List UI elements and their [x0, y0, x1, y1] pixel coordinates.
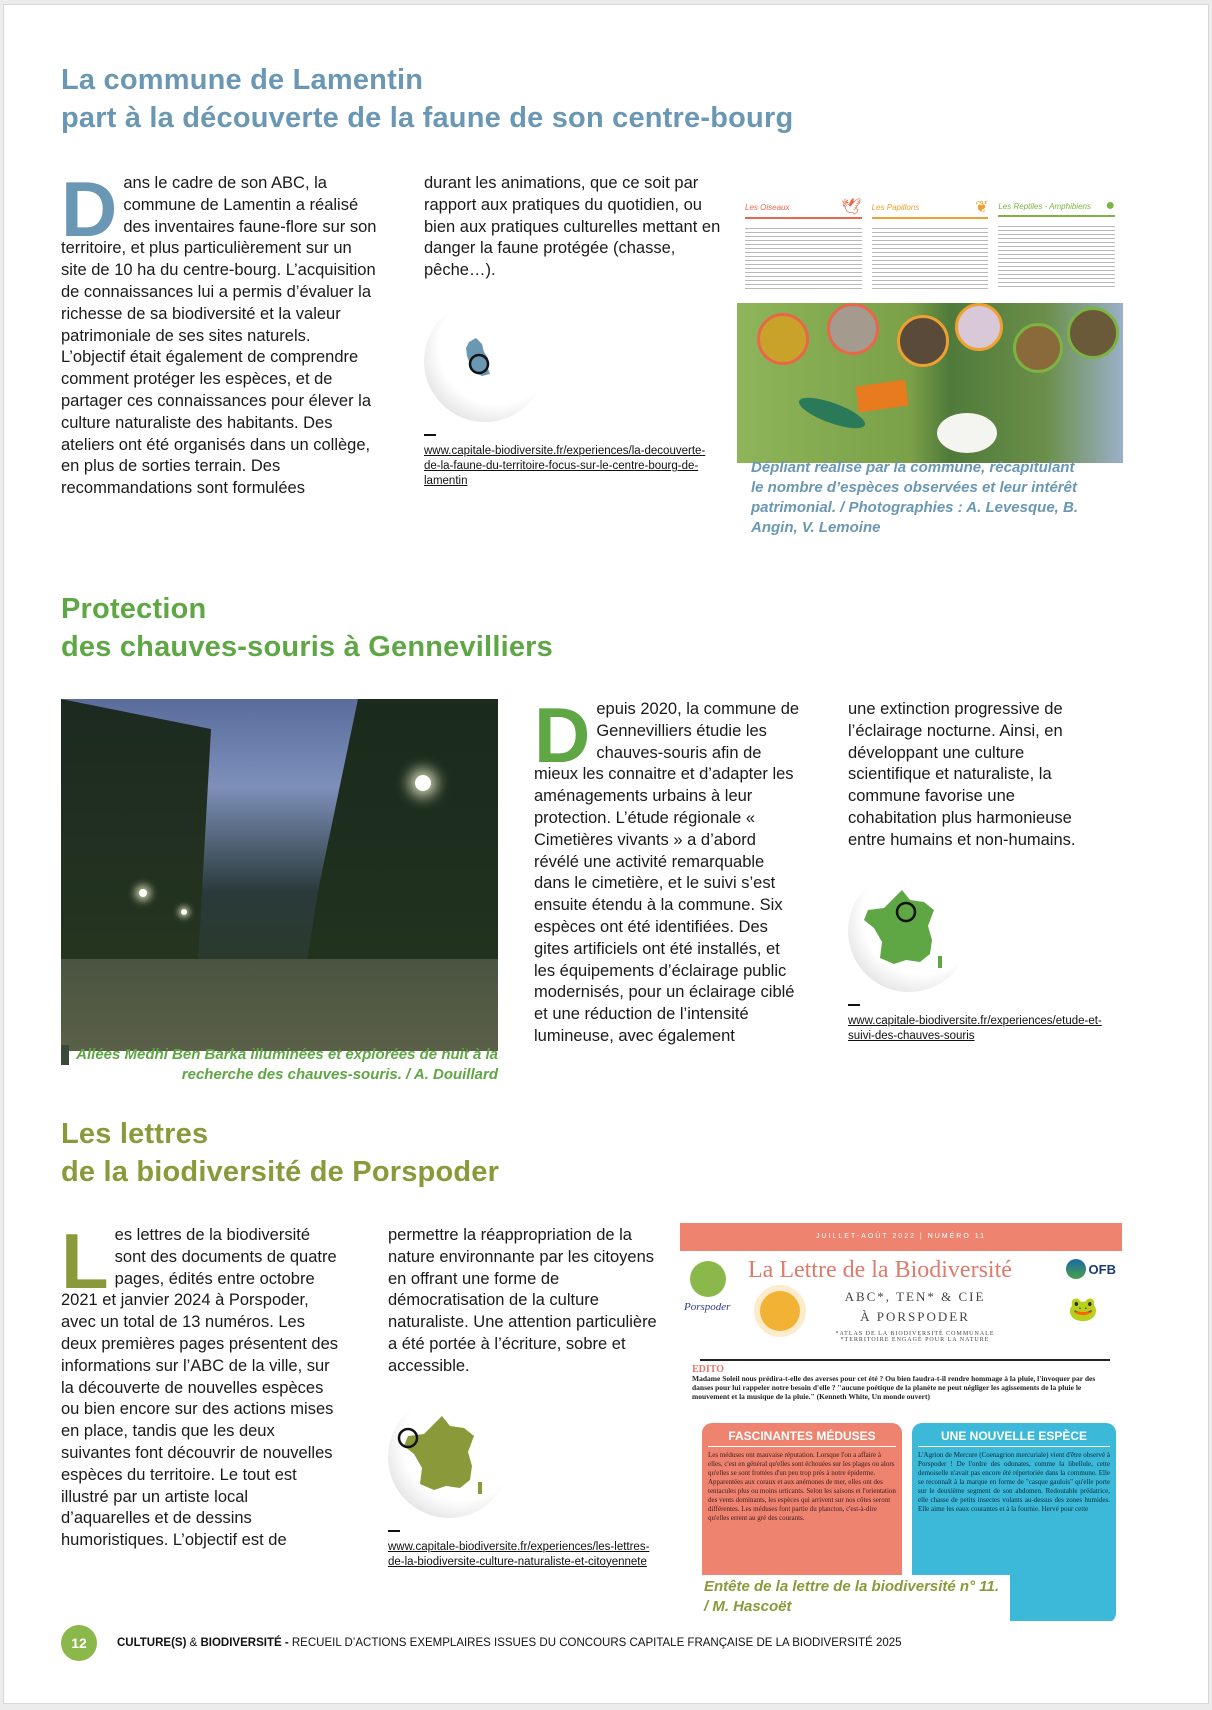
species-photo-collage	[737, 303, 1123, 463]
section1-body-text-2: durant les animations, que ce soit par rapport aux pratiques du quotidien, ou bien aux pratiques culturelles mettant en danger la faune protégée (chasse, pêche…).	[424, 174, 721, 280]
newsletter-box-nouvelle-espece: UNE NOUVELLE ESPÈCE L'Agrion de Mercure (Coenagrion mercuriale) vient d'être observé à Porspoder ! De l'ordre des odonates, comme la libellule, cette demoiselle n'avait pas encore été répertoriée dans la commune. Elle se reconnaît à la marque en forme de "casque gaulois" qu'elle porte sur le deuxième segment de son abdomen. Redoutable prédatrice, elle chasse de petits insectes volants au-dessus des zones humides. Elle aime les eaux courantes et à la fournie. Hervé pour cette	[912, 1423, 1116, 1621]
newsletter-banner: JUILLET-AOÛT 2022 | NUMÉRO 11	[680, 1223, 1122, 1251]
section3-body-text: es lettres de la biodiversité sont des documents de quatre pages, édités entre octobre 2021 et janvier 2024 à Porspoder, avec un total de 13 numéros. Les deux premières pages présentent des informations sur l’ABC de la ville, sur la découverte de nouvelles espèces ou bien encore sur des actions mises en place, tandis que les deux suivantes font découvrir de nouvelles espèces du territoire. Le tout est illustré par un artiste local d’aquarelles et de dessins humoristiques. L’objectif est de	[61, 1226, 339, 1550]
newsletter-subtitle: ABC*, TEN* & CIE À PORSPODER *ATLAS DE LA BIODIVERSITÉ COMMUNALE *TERRITOIRE ENGAGÉ POUR LA NATURE	[835, 1289, 995, 1343]
footer-text: CULTURE(S) & BIODIVERSITÉ - RECUEIL D’ACTIONS EXEMPLAIRES ISSUES DU CONCOURS CAPITALE FRANÇAISE DE LA BIODIVERSITÉ 2025	[117, 1637, 902, 1649]
newsletter-header	[680, 1251, 1122, 1363]
section3-caption: Entête de la lettre de la biodiversité n° 11. / M. Hascoët	[704, 1578, 999, 1615]
depliant-panel-birds	[745, 197, 862, 309]
section2-dropcap: D	[534, 691, 591, 779]
bat-alley-photo	[61, 699, 498, 1051]
section3-body-text-2: permettre la réappropriation de la nature environnante par les citoyens en offrant une forme de démocratisation de la culture naturaliste. Une attention particulière a été portée à l’écriture, sobre et accessible.	[388, 1226, 657, 1375]
newsletter-box-meduses: FASCINANTES MÉDUSES Les méduses ont mauvaise réputation. Lorsque l'on a affaire à elles, c'est en général qu'elles sont échouées sur les plages ou alors qu'elles se sont frottées d'un peu trop près à notre épiderme. Apparentées aux coraux et aux anémones de mer, elles ont des tentacules plus ou moins urticants. Selon les saisons et l'orientation des vents dominants, les espèces qui arrivent sur nos côtes seront différentes. Les méduses font partie du plancton, c'est-à-dire qu'elles errent au gré des courants.	[702, 1423, 902, 1621]
france-map-icon	[848, 870, 970, 992]
page-number-badge: 12	[61, 1625, 97, 1661]
depliant-image	[737, 191, 1123, 463]
link-dash	[848, 1004, 860, 1006]
link-dash	[388, 1530, 400, 1532]
section3-title-line1: Les lettres	[61, 1118, 209, 1150]
section2-body-text-2: une extinction progressive de l’éclairage nocturne. Ainsi, en développant une culture scientifique et naturaliste, la commune favorise une cohabitation plus harmonieuse entre humains et non-humains.	[848, 700, 1076, 849]
section1-title-line1: La commune de Lamentin	[61, 64, 424, 96]
newsletter-image	[680, 1223, 1122, 1621]
section1-caption: Dépliant réalisé par la commune, récapitulant le nombre d’espèces observées et leur intérêt patrimonial. / Photographies : A. Levesque, B. Angin, V. Lemoine	[751, 459, 1078, 536]
ofb-logo: OFB	[1066, 1259, 1116, 1279]
section1-body-text: ans le cadre de son ABC, la commune de Lamentin a réalisé des inventaires faune-flore sur son territoire, et plus particulièrement sur un site de 10 ha du centre-bourg. L’acquisition de connaissances lui a permis d’évaluer la richesse de sa biodiversité et la valeur patrimoniale de ses sites naturels. L’objectif était également de comprendre comment protéger les espèces, et de partager ces connaissances pour élever la culture naturaliste des habitants. Des ateliers ont été organisés dans un collège, en plus de sorties terrain. Des recommandations sont formulées	[61, 174, 377, 498]
depliant-header-reptiles: Les Reptiles - Amphibiens	[998, 201, 1091, 211]
section3-column1	[61, 1217, 341, 1552]
section1-column2	[424, 173, 724, 489]
newsletter-edito: EDITO Madame Soleil nous prédira-t-elle des averses pour cet été ? Ou bien faudra-t-il rendre hommage à la pluie, l'invoquer par des danses pour lui rappeler notre besoin d'elle ? "aucune poétique de la planète ne peut négliger les agissements de la pluie le mouvement et la musique de la pluie." (Kenneth White, Un monde ouvert)	[692, 1364, 1096, 1401]
section1-title-line2: part à la découverte de la faune de son centre-bourg	[61, 102, 794, 134]
section3-column2	[388, 1225, 668, 1570]
newsletter-title: La Lettre de la Biodiversité	[748, 1257, 1012, 1283]
martinique-map-icon	[424, 300, 546, 422]
sun-icon	[760, 1291, 800, 1331]
section2-column2	[848, 699, 1128, 1044]
depliant-panel-reptiles	[998, 197, 1115, 309]
section1-column1	[61, 165, 379, 500]
section1-dropcap: D	[61, 165, 118, 253]
section3-dropcap: L	[61, 1217, 109, 1305]
depliant-header-birds: Les Oiseaux	[745, 202, 790, 212]
frog-icon: 🐸	[1068, 1297, 1098, 1323]
section2-column1	[534, 691, 802, 1048]
photo-edge	[61, 1045, 69, 1065]
section2-link[interactable]: www.capitale-biodiversite.fr/experiences/etude-et-suivi-des-chauves-souris	[848, 1014, 1102, 1042]
section3-title	[61, 1115, 961, 1191]
bird-icon: 🕊	[841, 199, 862, 216]
section2-body-text: epuis 2020, la commune de Gennevilliers étudie les chauves-souris afin de mieux les connaitre et d’adapter les aménagements urbains à leur protection. L’étude régionale « Cimetières vivants » a d’abord révélé une activité remarquable dans le cimetière, et le suivi s’est ensuite étendu à la commune. Six espèces ont été identifiées. Des gites artificiels ont été installés, et les équipements d’éclairage public modernisés, pour un éclairage ciblé et une réduction de l’intensité lumineuse, avec également	[534, 700, 800, 1045]
frog-icon: ●	[1105, 197, 1116, 214]
section1-title	[61, 61, 961, 137]
butterfly-icon: ❦	[974, 199, 989, 216]
section3-link[interactable]: www.capitale-biodiversite.fr/experiences/les-lettres-de-la-biodiversite-culture-naturaliste-et-citoyennete	[388, 1540, 650, 1568]
section2-caption: Allées Medhi Ben Barka illuminées et explorées de nuit à la recherche des chauves-souris. / A. Douillard	[76, 1046, 498, 1083]
section1-link[interactable]: www.capitale-biodiversite.fr/experiences/la-decouverte-de-la-faune-du-territoire-focus-sur-le-centre-bourg-de-lamentin	[424, 444, 706, 487]
france-map-icon	[388, 1396, 510, 1518]
page-footer	[61, 1625, 902, 1661]
porspoder-logo: Porspoder	[684, 1261, 734, 1331]
depliant-header-butterflies: Les Papillons	[871, 202, 920, 212]
depliant-panel-butterflies	[872, 197, 989, 309]
document-page	[3, 4, 1209, 1704]
section2-title-line2: des chauves-souris à Gennevilliers	[61, 631, 553, 663]
link-dash	[424, 434, 436, 436]
section3-title-line2: de la biodiversité de Porspoder	[61, 1156, 500, 1188]
section2-title-line1: Protection	[61, 593, 207, 625]
section2-title	[61, 590, 961, 666]
